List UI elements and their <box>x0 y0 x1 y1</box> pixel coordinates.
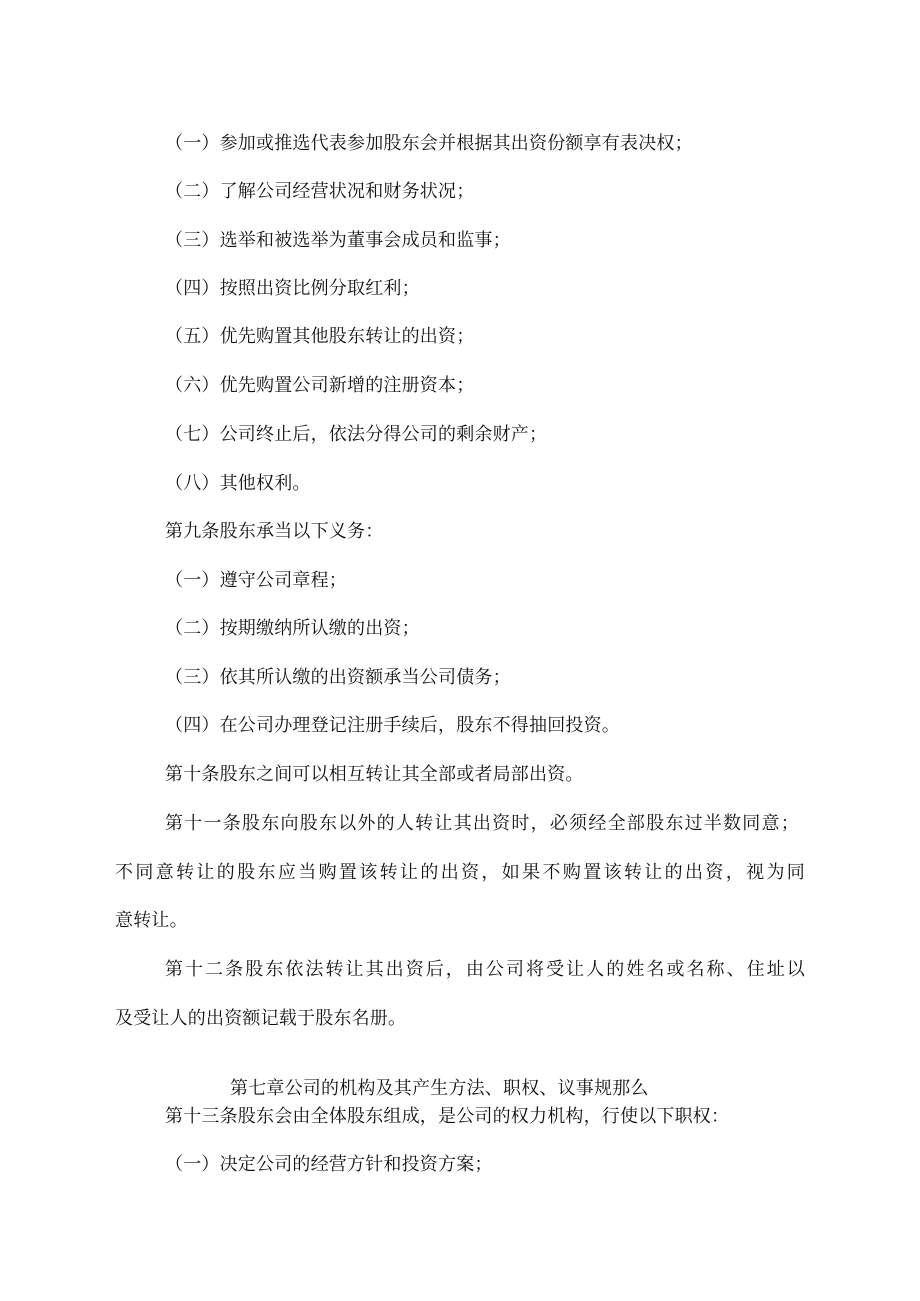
article-heading: 第九条股东承当以下义务： <box>165 521 384 542</box>
document-line: （二）按期缴纳所认缴的出资； <box>165 618 420 639</box>
article-paragraph: 第十一条股东向股东以外的人转让其出资时，必须经全部股东过半数同意； <box>165 813 799 834</box>
chapter-heading: 第七章公司的机构及其产生方法、职权、议事规那么 <box>230 1078 649 1099</box>
document-line: （三）选举和被选举为董事会成员和监事； <box>165 230 511 251</box>
document-line: （四）在公司办理登记注册手续后，股东不得抽回投资。 <box>165 715 620 736</box>
article-paragraph-continuation: 意转让。 <box>115 910 188 931</box>
article-paragraph: 第十条股东之间可以相互转让其全部或者局部出资。 <box>165 764 584 785</box>
document-line: （五）优先购置其他股东转让的出资； <box>165 326 475 347</box>
article-paragraph-continuation: 不同意转让的股东应当购置该转让的出资，如果不购置该转让的出资，视为同 <box>115 862 805 883</box>
document-line: （七）公司终止后，依法分得公司的剩余财产； <box>165 424 548 445</box>
article-paragraph-continuation: 及受让人的出资额记载于股东名册。 <box>115 1008 407 1029</box>
article-paragraph: 第十二条股东依法转让其出资后，由公司将受让人的姓名或名称、住址以 <box>165 959 805 980</box>
document-line: （一）参加或推选代表参加股东会并根据其出资份额享有表决权； <box>165 133 693 154</box>
document-line: （一）决定公司的经营方针和投资方案； <box>165 1154 493 1175</box>
document-line: （一）遵守公司章程； <box>165 570 347 591</box>
document-line: （四）按照出资比例分取红利； <box>165 278 420 299</box>
document-line: （三）依其所认缴的出资额承当公司债务； <box>165 667 511 688</box>
document-line: （二）了解公司经营状况和财务状况； <box>165 181 475 202</box>
document-line: （八）其他权利。 <box>165 473 311 494</box>
document-line: （六）优先购置公司新增的注册资本； <box>165 375 475 396</box>
article-heading: 第十三条股东会由全体股东组成，是公司的权力机构，行使以下职权： <box>165 1106 730 1127</box>
